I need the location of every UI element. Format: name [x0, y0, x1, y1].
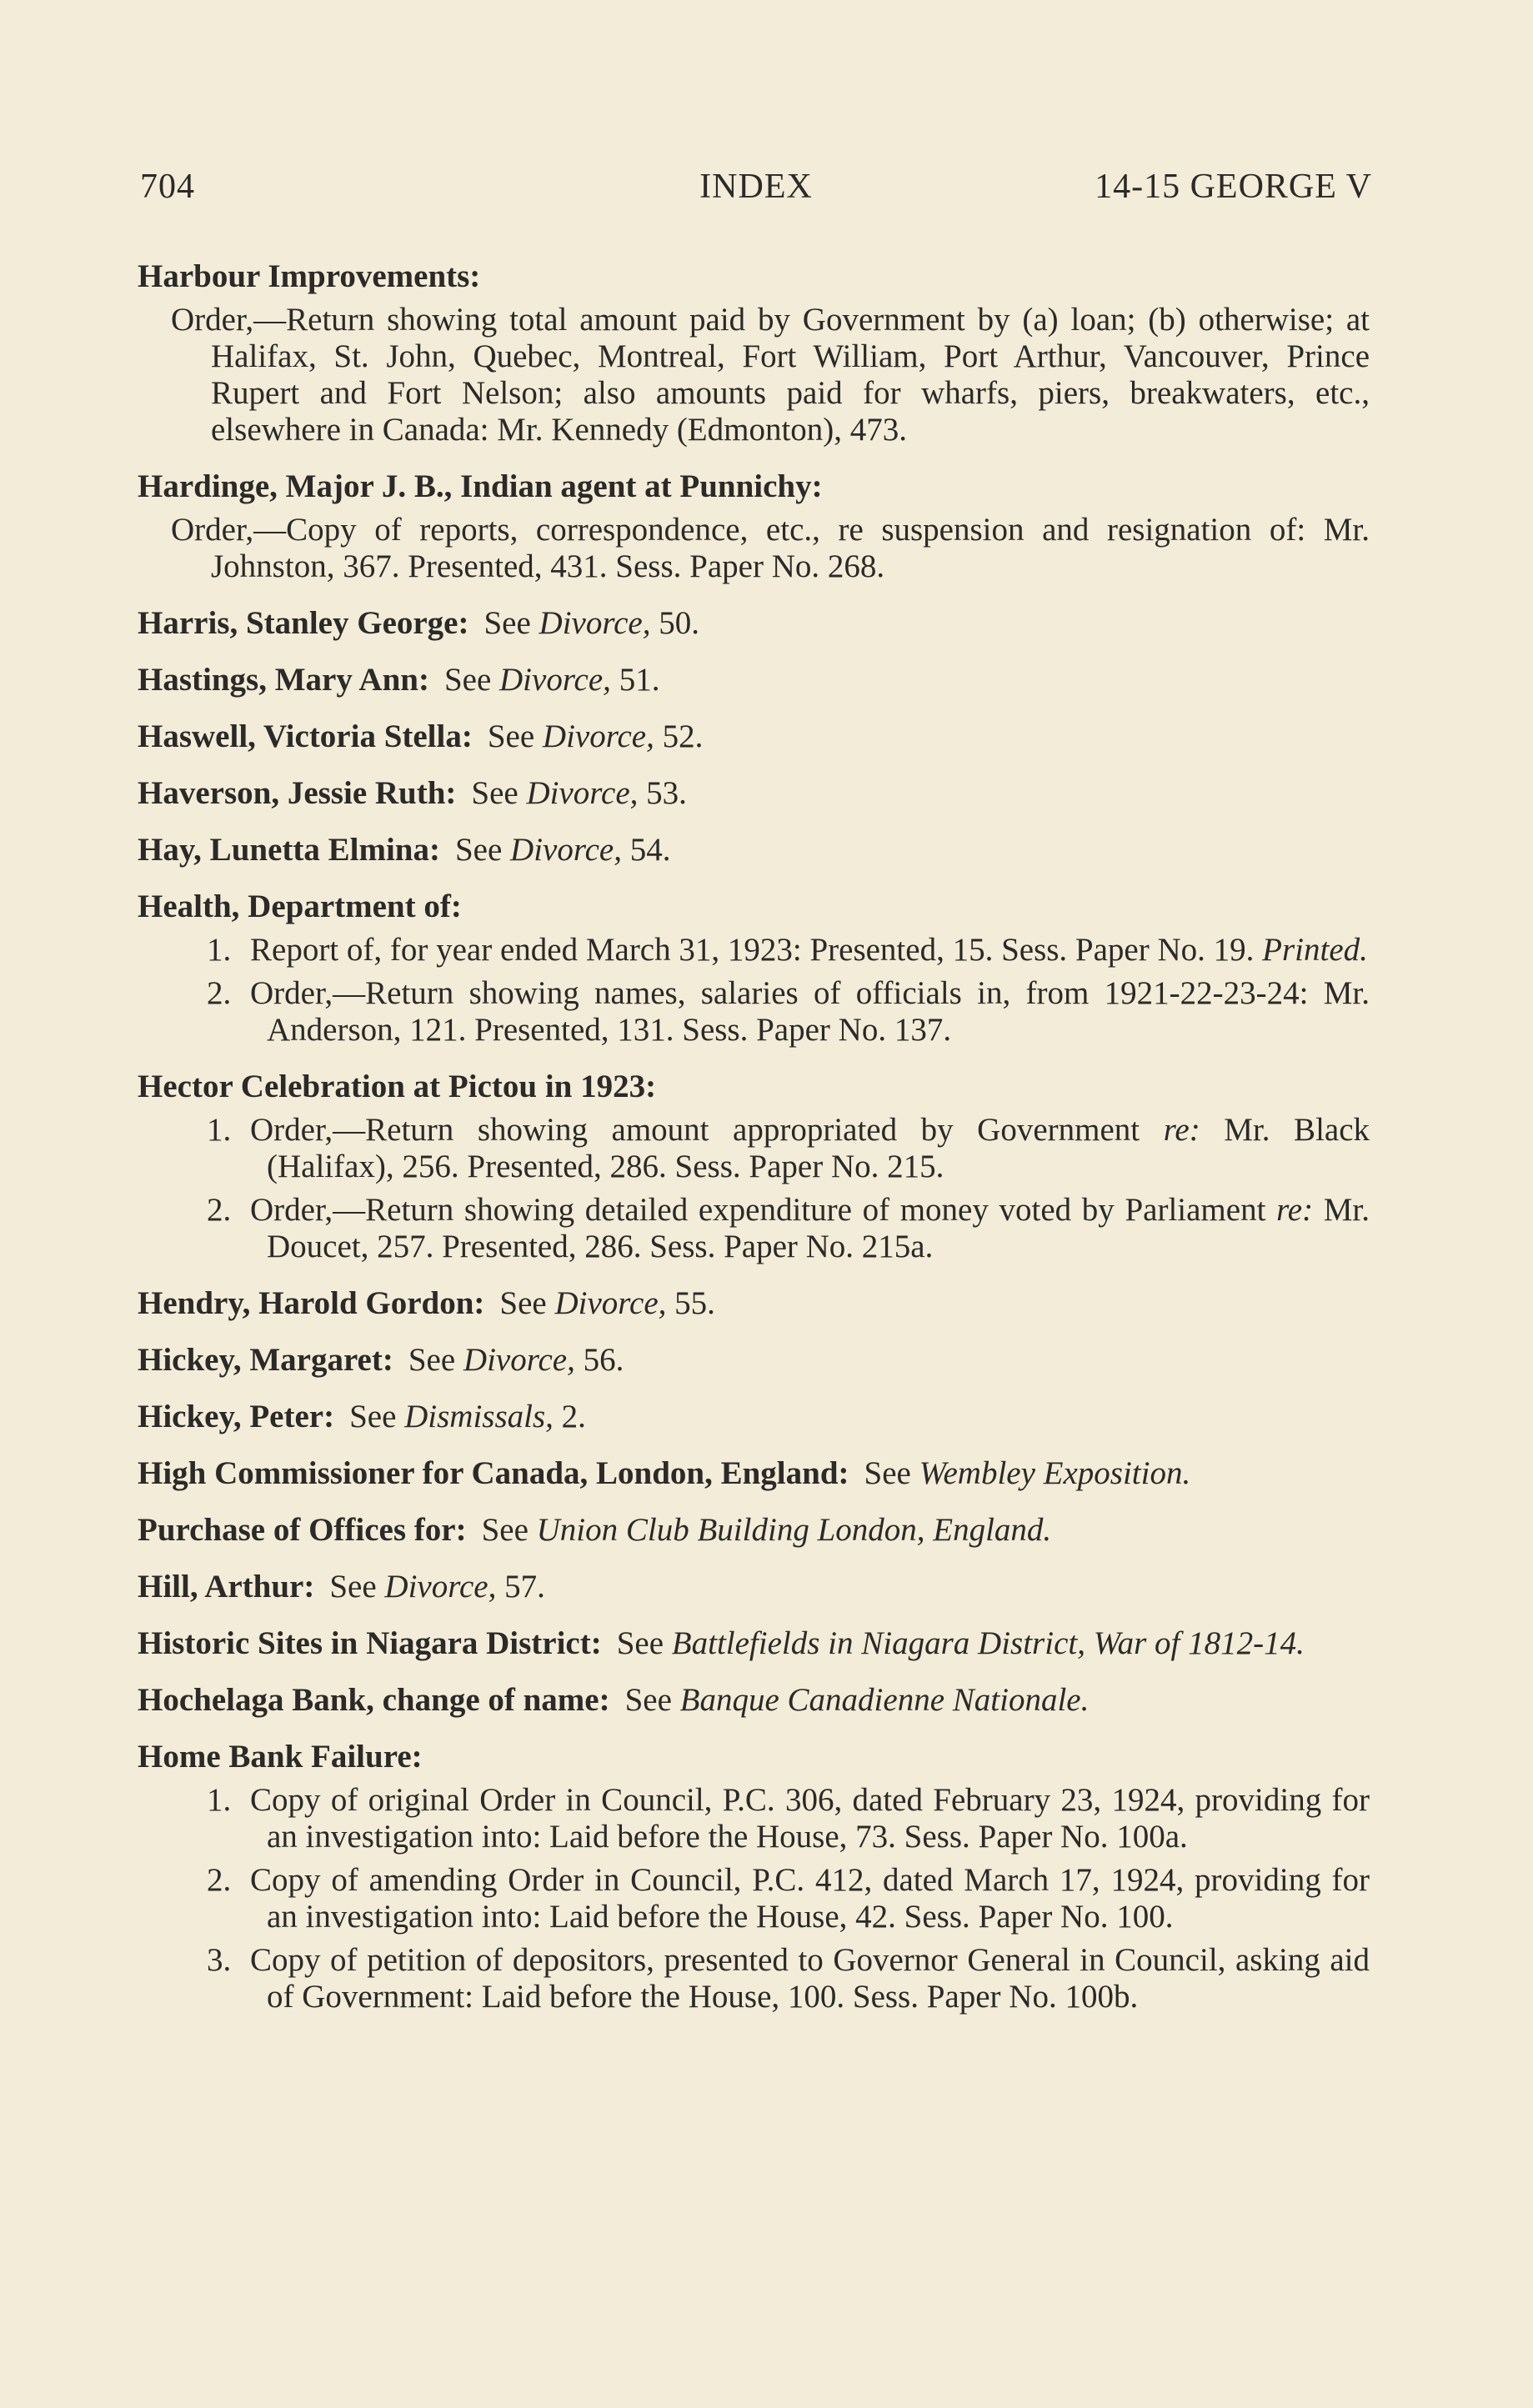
item-number: 1.: [207, 1112, 232, 1148]
see-label: See: [481, 1512, 529, 1548]
item-text: Report of, for year ended March 31, 1923: Presented, 15. Sess. Paper No. 19.: [250, 932, 1255, 968]
entry-heading: Haverson, Jessie Ruth:: [138, 775, 457, 811]
see-label: See: [624, 1682, 672, 1718]
list-item: [138, 975, 1370, 1049]
see-label: See: [487, 718, 535, 754]
index-entry: [138, 1455, 1370, 1492]
ref-number: 51.: [619, 662, 660, 698]
cross-reference: Dismissals,: [404, 1399, 554, 1434]
entry-heading: Home Bank Failure:: [138, 1739, 423, 1775]
ref-number: 53.: [646, 775, 687, 811]
running-header: [140, 167, 1372, 217]
item-italic: re:: [1276, 1192, 1314, 1228]
see-label: See: [616, 1625, 664, 1661]
index-body: [138, 258, 1370, 2035]
index-entry: [138, 1399, 1370, 1435]
cross-reference: Divorce,: [384, 1569, 497, 1604]
entry-heading: High Commissioner for Canada, London, England:: [138, 1455, 849, 1491]
cross-reference: Battlefields in Niagara District, War of 1812-14.: [671, 1625, 1305, 1661]
entry-heading: Haswell, Victoria Stella:: [138, 718, 473, 754]
list-item: [138, 1192, 1370, 1265]
cross-reference: Union Club Building London, England.: [536, 1512, 1052, 1548]
entry-text: Order,—Copy of reports, correspondence, etc., re suspension and resignation of: Mr. Johnston, 367. Presented, 431. Sess. Paper No. 268.: [171, 512, 1370, 584]
item-number: 3.: [207, 1942, 232, 1978]
see-label: See: [499, 1285, 547, 1321]
list-item: [138, 932, 1370, 969]
index-entry: [138, 1512, 1370, 1549]
entry-heading: Hickey, Margaret:: [138, 1342, 393, 1378]
index-entry: [138, 1069, 1370, 1265]
index-entry: [138, 1682, 1370, 1719]
ref-number: 50.: [659, 605, 699, 641]
item-text-cont: Mr. Doucet, 257. Presented, 286. Sess. Paper No. 215a.: [267, 1192, 1370, 1264]
index-entry: [138, 775, 1370, 812]
index-entry: [138, 832, 1370, 869]
see-label: See: [471, 775, 519, 811]
see-label: See: [329, 1569, 377, 1604]
item-text: Copy of original Order in Council, P.C. 306, dated February 23, 1924, providing for an investigation into: Laid before the House, 73. Sess. Paper No. 100a.: [250, 1782, 1370, 1855]
item-text-cont: Mr. Black (Halifax), 256. Presented, 286. Sess. Paper No. 215.: [267, 1112, 1370, 1184]
see-label: See: [443, 662, 492, 698]
item-number: 2.: [207, 1862, 232, 1898]
item-text: Order,—Return showing detailed expenditure of money voted by Parliament: [250, 1192, 1266, 1228]
item-number: 2.: [207, 975, 232, 1011]
item-number: 1.: [207, 932, 232, 968]
see-label: See: [408, 1342, 456, 1378]
ref-number: 57.: [504, 1569, 545, 1604]
item-italic: re:: [1163, 1112, 1200, 1148]
item-number: 1.: [207, 1782, 232, 1818]
cross-reference: Divorce,: [510, 832, 622, 868]
index-entry: [138, 605, 1370, 642]
entry-heading: Historic Sites in Niagara District:: [138, 1625, 602, 1661]
cross-reference: Divorce,: [526, 775, 639, 811]
see-label: See: [349, 1399, 397, 1434]
cross-reference: Wembley Exposition.: [919, 1455, 1191, 1491]
item-italic: Printed.: [1262, 932, 1368, 968]
see-label: See: [483, 605, 531, 641]
index-entry: [138, 889, 1370, 1049]
entry-heading: Hay, Lunetta Elmina:: [138, 832, 440, 868]
index-entry: [138, 1285, 1370, 1322]
entry-text: Order,—Return showing total amount paid by Government by (a) loan; (b) otherwise; at Halifax, St. John, Quebec, Montreal, Fort William, Port Arthur, Vancouver, Prince Rupert and Fort Nelson; also amounts paid for wharfs, piers, breakwaters, etc., elsewhere in Canada: Mr. Kennedy (Edmonton), 473.: [171, 302, 1370, 448]
index-entry: [138, 258, 1370, 448]
entry-heading: Health, Department of:: [138, 889, 462, 924]
entry-heading: Hardinge, Major J. B., Indian agent at Punnichy:: [138, 468, 823, 504]
page-title: INDEX: [699, 168, 813, 206]
cross-reference: Divorce,: [554, 1285, 667, 1321]
page-number: 704: [140, 168, 195, 206]
index-entry: [138, 718, 1370, 755]
entry-heading: Harris, Stanley George:: [138, 605, 469, 641]
cross-reference: Banque Canadienne Nationale.: [679, 1682, 1090, 1718]
item-text: Order,—Return showing names, salaries of officials in, from 1921-22-23-24: Mr. Anderson, 121. Presented, 131. Sess. Paper No. 137.: [250, 975, 1370, 1048]
see-label: See: [454, 832, 503, 868]
index-entry: [138, 1569, 1370, 1605]
index-entry: [138, 1625, 1370, 1662]
entry-heading: Hill, Arthur:: [138, 1569, 315, 1604]
entry-heading: Hochelaga Bank, change of name:: [138, 1682, 610, 1718]
entry-heading: Hector Celebration at Pictou in 1923:: [138, 1069, 657, 1104]
entry-heading: Purchase of Offices for:: [138, 1512, 467, 1548]
item-number: 2.: [207, 1192, 232, 1228]
cross-reference: Divorce,: [499, 662, 611, 698]
ref-number: 56.: [583, 1342, 624, 1378]
see-label: See: [864, 1455, 911, 1491]
cross-reference: Divorce,: [542, 718, 654, 754]
entry-heading: Hastings, Mary Ann:: [138, 662, 429, 698]
ref-number: 2.: [561, 1399, 586, 1434]
list-item: [138, 1112, 1370, 1185]
index-entry: [138, 468, 1370, 585]
index-entry: [138, 662, 1370, 698]
list-item: [138, 1782, 1370, 1855]
ref-number: 54.: [629, 832, 671, 868]
entry-heading: Hickey, Peter:: [138, 1399, 335, 1434]
ref-number: 52.: [662, 718, 704, 754]
cross-reference: Divorce,: [539, 605, 651, 641]
list-item: [138, 1862, 1370, 1935]
item-text: Order,—Return showing amount appropriated by Government: [250, 1112, 1140, 1148]
entry-heading: Harbour Improvements:: [138, 258, 481, 294]
regnal-year: 14-15 GEORGE V: [1095, 168, 1372, 206]
index-entry: [138, 1342, 1370, 1379]
list-item: [138, 1942, 1370, 2015]
ref-number: 55.: [674, 1285, 715, 1321]
item-text: Copy of petition of depositors, presented to Governor General in Council, asking aid of Government: Laid before the House, 100. Sess. Paper No. 100b.: [250, 1942, 1370, 2015]
index-entry: [138, 1739, 1370, 2015]
entry-heading: Hendry, Harold Gordon:: [138, 1285, 485, 1321]
item-text: Copy of amending Order in Council, P.C. 412, dated March 17, 1924, providing for an investigation into: Laid before the House, 42. Sess. Paper No. 100.: [250, 1862, 1370, 1935]
cross-reference: Divorce,: [463, 1342, 575, 1378]
